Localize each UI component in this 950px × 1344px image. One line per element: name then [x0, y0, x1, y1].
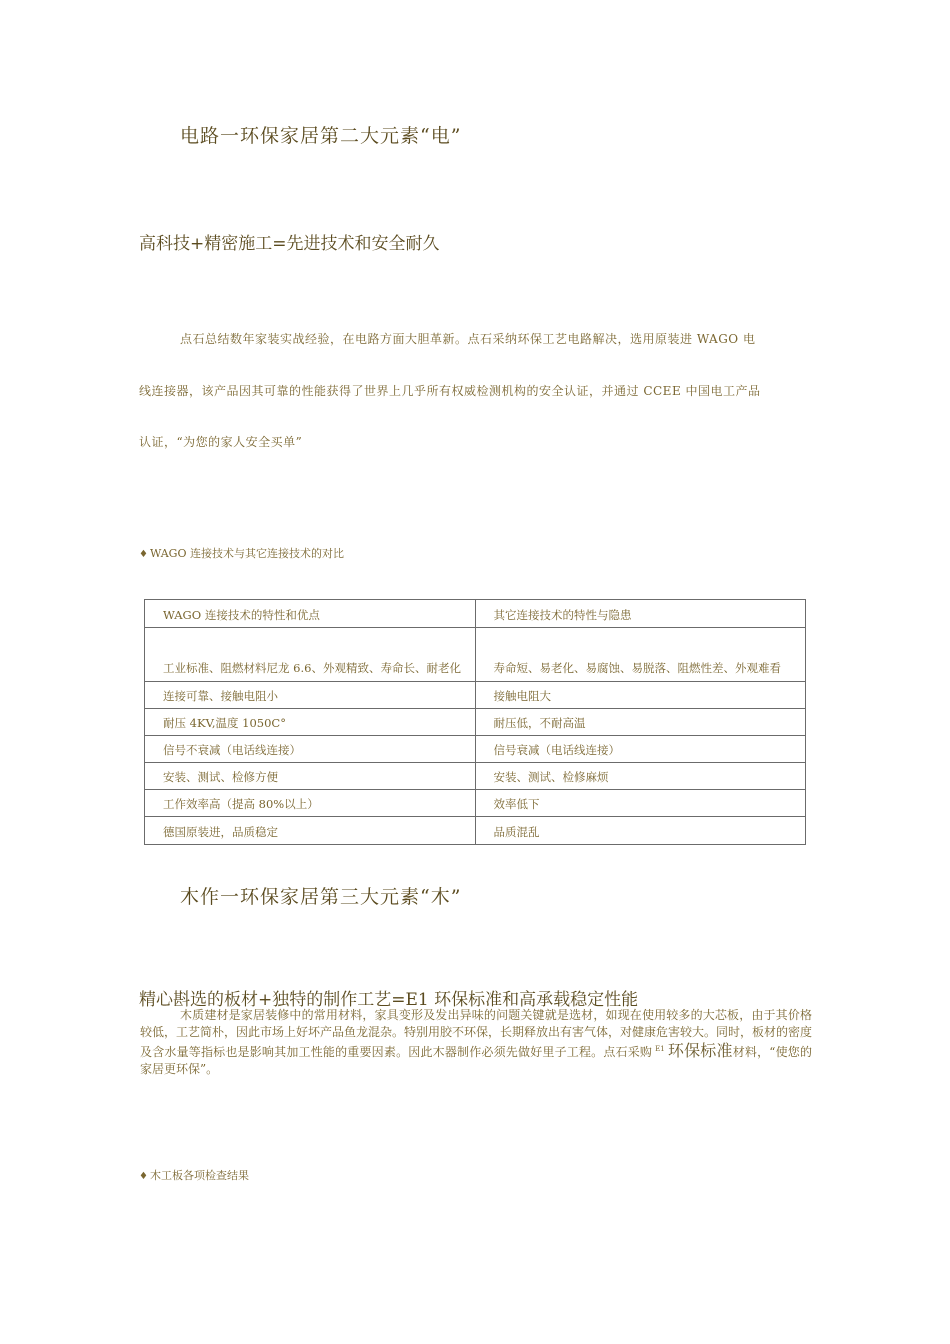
header-wago: WAGO 连接技术的特性和优点 [163, 608, 320, 622]
section1-subheading: 高科技+精密施工=先进技术和安全耐久 [139, 234, 440, 254]
table-header-row [145, 600, 806, 628]
table-row [145, 817, 806, 845]
table-cell [145, 817, 476, 845]
section2-paragraph-emphasis: 环保标准 [667, 1041, 733, 1060]
row2-wago: 连接可靠、接触电阻小 [163, 689, 278, 703]
table-cell [145, 763, 476, 790]
table-cell [475, 790, 806, 817]
table-row [145, 628, 806, 682]
table-cell [475, 682, 806, 709]
table-header-cell [475, 600, 806, 628]
section1-paragraph-line-1: 点石总结数年家装实战经验，在电路方面大胆革新。点石采纳环保工艺电路解决，选用原装进 WAGO 电 [180, 332, 756, 346]
section2-heading: 木作一环保家居第三大元素“木” [180, 886, 462, 908]
table-cell [145, 628, 476, 682]
table-row [145, 709, 806, 736]
table-row [145, 790, 806, 817]
row4-other: 信号衰减（电话线连接） [493, 743, 620, 757]
table-header-cell [145, 600, 476, 628]
row5-other: 安装、测试、检修麻烦 [493, 770, 609, 784]
comparison-caption [139, 545, 344, 561]
diamond-icon: ♦ [139, 549, 148, 560]
row6-wago: 工作效率高（提高 80%以上） [163, 797, 319, 811]
table-cell [145, 736, 476, 763]
table-row [145, 736, 806, 763]
diamond-icon: ♦ [139, 1171, 148, 1182]
section1-paragraph-line-2: 线连接器，该产品因其可靠的性能获得了世界上几乎所有权威检测机构的安全认证，并通过 CCEE 中国电工产品 [139, 384, 761, 398]
header-other: 其它连接技术的特性与隐患 [493, 608, 632, 622]
row4-wago: 信号不衰减（电话线连接） [163, 743, 301, 757]
comparison-caption-text: WAGO 连接技术与其它连接技术的对比 [149, 547, 344, 560]
row5-wago: 安装、测试、检修方便 [163, 770, 278, 784]
section1-paragraph-line-3: 认证，“为您的家人安全买单” [139, 435, 303, 449]
row6-other: 效率低下 [493, 797, 540, 811]
table-cell [145, 709, 476, 736]
section2-paragraph-main: 木质建材是家居装修中的常用材料，家具变形及发出异味的问题关键就是选材，如现在使用较多的大芯板，由于其价格较低，工艺简朴，因此市场上好坏产品鱼龙混杂。特别用胶不环保，长期释放出有害气体，对健康危害较大。同时，板材的密度及含水量等指标也是影响其加工性能的重要因素。因此木器制作必须先做好里子工程。点石采购 [140, 1008, 813, 1059]
table-cell [475, 763, 806, 790]
section2-paragraph [140, 1007, 812, 1078]
table-cell [145, 790, 476, 817]
row7-other: 品质混乱 [493, 825, 540, 839]
table-cell [475, 817, 806, 845]
table-cell [145, 682, 476, 709]
table-cell [475, 709, 806, 736]
table-cell [475, 628, 806, 682]
results-caption-text: 木工板各项检查结果 [149, 1169, 249, 1182]
table-row [145, 682, 806, 709]
section1-heading: 电路一环保家居第二大元素“电” [180, 125, 462, 147]
comparison-table [144, 599, 806, 845]
row2-other: 接触电阻大 [493, 689, 551, 703]
section2-paragraph-sup: E1 [655, 1045, 665, 1053]
row3-other: 耐压低，不耐高温 [493, 716, 586, 730]
row1-other: 寿命短、易老化、易腐蚀、易脱落、阻燃性差、外观难看 [493, 661, 781, 675]
row1-wago: 工业标准、阻燃材料尼龙 6.6、外观精致、寿命长、耐老化 [163, 661, 461, 675]
section2-subheading: 精心斟选的板材+独特的制作工艺=E1 环保标准和高承载稳定性能 [139, 990, 639, 1010]
row7-wago: 德国原装进，品质稳定 [163, 825, 278, 839]
table-cell [475, 736, 806, 763]
section2-paragraph-tail: 材料，“使您的家居更环保”。 [140, 1045, 812, 1076]
table-row [145, 763, 806, 790]
row3-wago: 耐压 4KV,温度 1050C° [163, 716, 286, 730]
results-caption [139, 1167, 249, 1183]
